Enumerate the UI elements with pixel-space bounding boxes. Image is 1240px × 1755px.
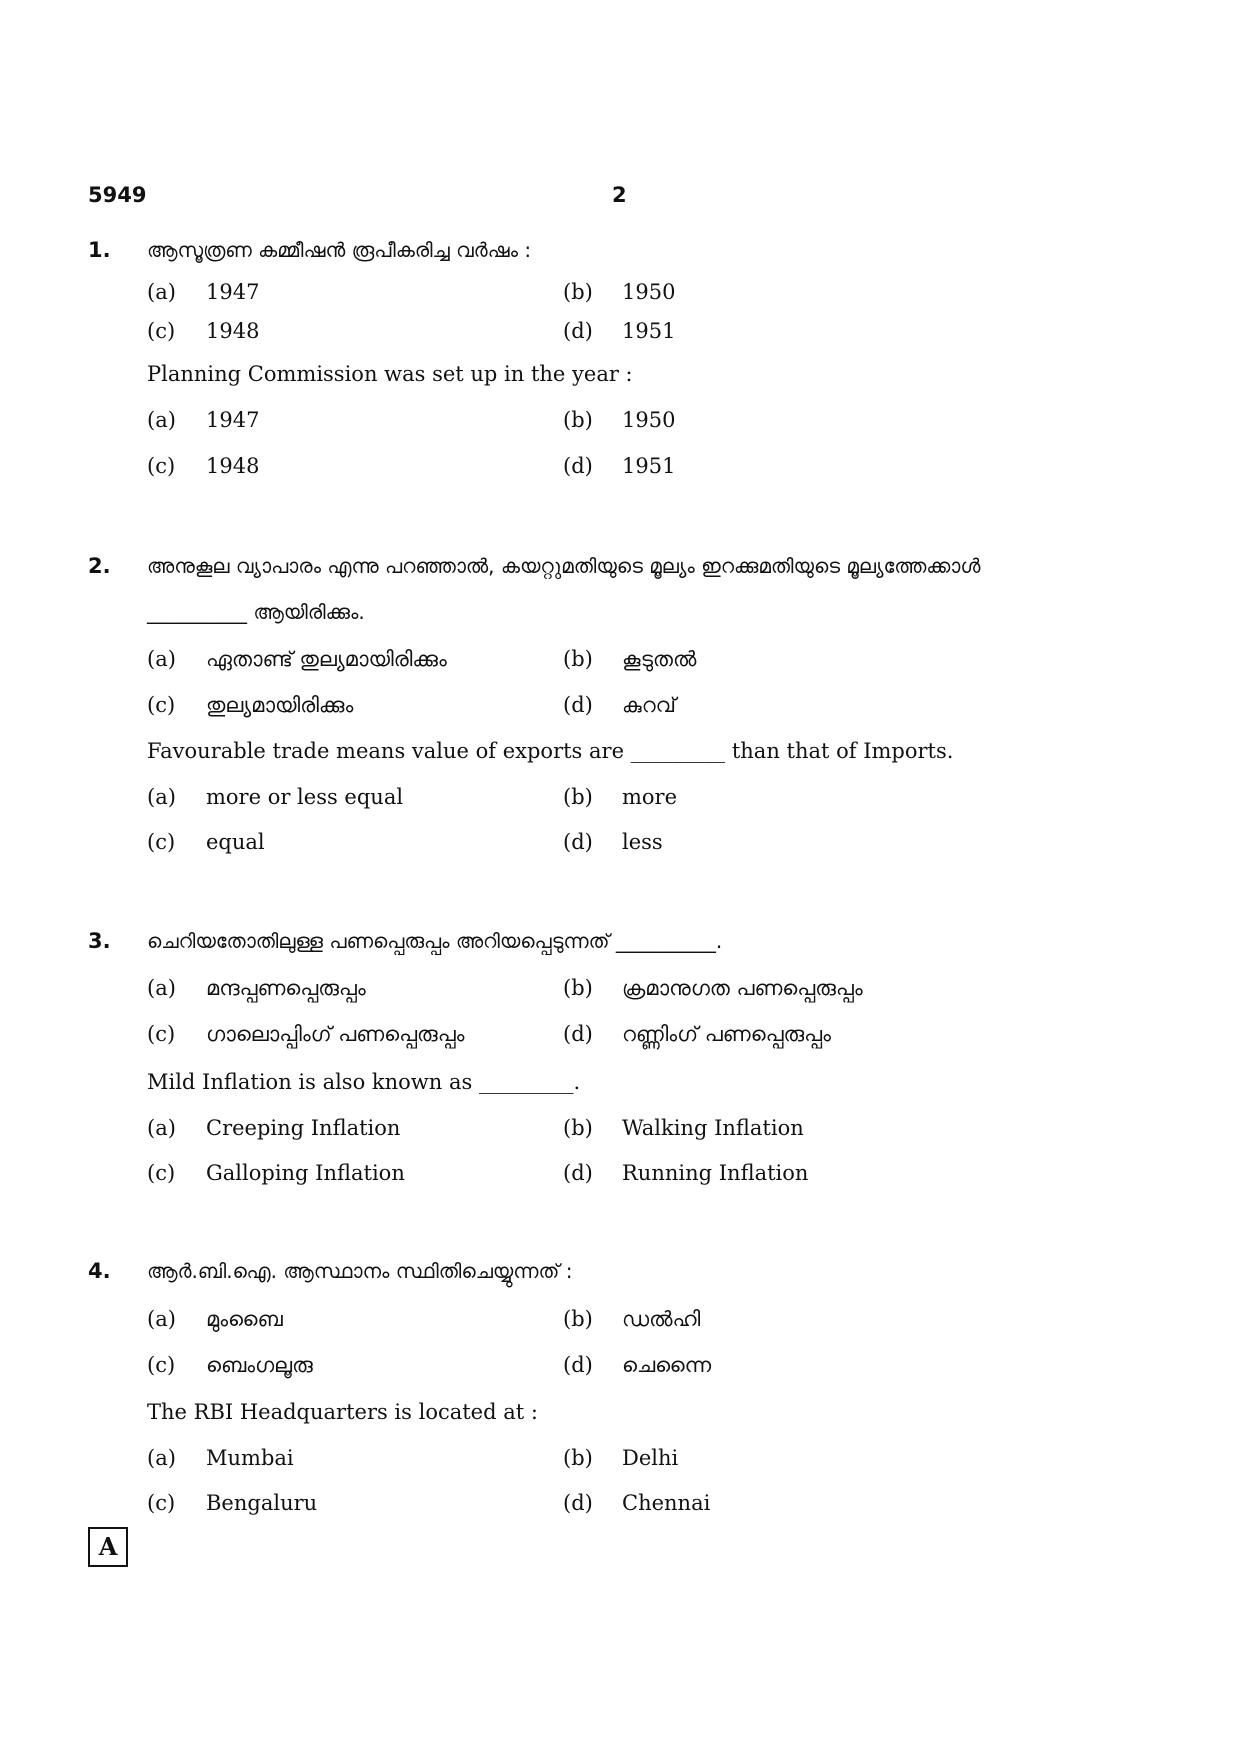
option-c-en: (c) Galloping Inflation [147, 1161, 405, 1185]
option-d-en: (d) less [563, 830, 663, 854]
option-b-ml: (b) കൂടുതൽ [563, 647, 697, 671]
option-b-ml: (b) ഡൽഹി [563, 1307, 701, 1331]
option-d-en: (d) Chennai [563, 1491, 711, 1515]
option-b-en: (b) more [563, 785, 678, 809]
option-c-ml: (c) ഗാലൊപ്പിംഗ് പണപ്പെരുപ്പം [147, 1022, 465, 1046]
option-a-en: (a) Creeping Inflation [147, 1116, 401, 1140]
question-number: 1. [88, 238, 111, 262]
question-number: 3. [88, 929, 111, 953]
question-stem-ml-cont: __________ ആയിരിക്കും. [147, 600, 365, 624]
question-stem-en: Mild Inflation is also known as _________. [147, 1070, 581, 1094]
question-stem-en: Planning Commission was set up in the year : [147, 362, 633, 386]
question-number: 2. [88, 554, 111, 578]
question-number: 4. [88, 1259, 111, 1283]
option-d-en: (d) 1951 [563, 454, 676, 478]
option-c-en: (c) equal [147, 830, 265, 854]
option-a-en: (a) more or less equal [147, 785, 404, 809]
option-c-en: (c) Bengaluru [147, 1491, 318, 1515]
paper-code: 5949 [88, 183, 147, 207]
option-a-ml: (a) മന്ദപ്പണപ്പെരുപ്പം [147, 976, 366, 1000]
option-b-en: (b) Walking Inflation [563, 1116, 804, 1140]
question-stem-ml: ആസൂത്രണ കമ്മീഷൻ രൂപീകരിച്ച വർഷം : [147, 238, 532, 262]
option-b-ml: (b) ക്രമാനുഗത പണപ്പെരുപ്പം [563, 976, 863, 1000]
question-stem-ml: ചെറിയതോതിലുള്ള പണപ്പെരുപ്പം അറിയപ്പെടുന്നത് __________. [147, 929, 723, 953]
option-a-ml: (a) മുംബൈ [147, 1307, 283, 1331]
question-stem-en: Favourable trade means value of exports are _________ than that of Imports. [147, 739, 954, 763]
question-stem-en: The RBI Headquarters is located at : [147, 1400, 538, 1424]
page-number: 2 [612, 183, 627, 207]
option-b-ml: (b) 1950 [563, 280, 676, 304]
option-c-ml: (c) 1948 [147, 319, 260, 343]
option-c-ml: (c) തുല്യമായിരിക്കും [147, 693, 354, 717]
option-b-en: (b) Delhi [563, 1446, 679, 1470]
option-a-ml: (a) ഏതാണ്ട് തുല്യമായിരിക്കും [147, 647, 447, 671]
option-d-ml: (d) റണ്ണിംഗ് പണപ്പെരുപ്പം [563, 1022, 831, 1046]
option-d-ml: (d) കുറവ് [563, 693, 676, 717]
option-a-en: (a) 1947 [147, 408, 260, 432]
series-code-box: A [88, 1527, 128, 1567]
option-a-ml: (a) 1947 [147, 280, 260, 304]
option-d-ml: (d) ചെന്നൈ [563, 1353, 712, 1377]
option-c-ml: (c) ബെംഗലൂരു [147, 1353, 313, 1377]
question-stem-ml: ആർ.ബി.ഐ. ആസ്ഥാനം സ്ഥിതിചെയ്യുന്നത് : [147, 1259, 573, 1283]
option-d-en: (d) Running Inflation [563, 1161, 809, 1185]
option-a-en: (a) Mumbai [147, 1446, 294, 1470]
question-stem-ml: അനുകൂല വ്യാപാരം എന്നു പറഞ്ഞാൽ, കയറ്റുമതിയുടെ മൂല്യം ഇറക്കുമതിയുടെ മൂല്യത്തേക്കാൾ [147, 554, 981, 578]
option-c-en: (c) 1948 [147, 454, 260, 478]
option-b-en: (b) 1950 [563, 408, 676, 432]
option-d-ml: (d) 1951 [563, 319, 676, 343]
